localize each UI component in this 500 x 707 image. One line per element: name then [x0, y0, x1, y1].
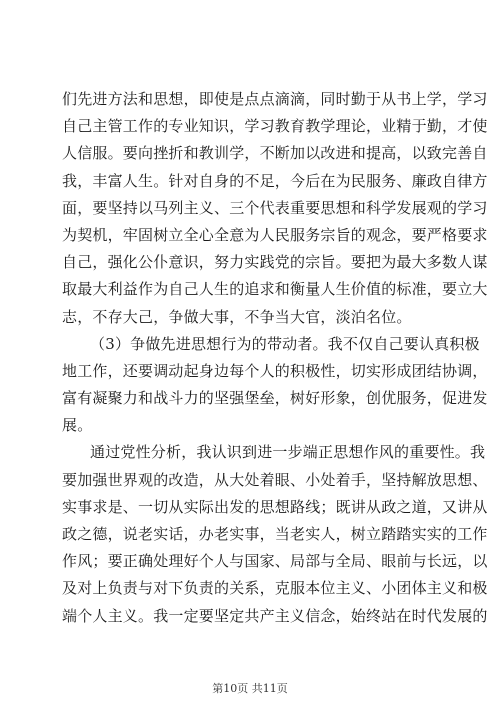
- document-body: [62, 86, 488, 630]
- text-line: 实事求是、一切从实际出发的思想路线；既讲从政之道，又讲从: [62, 497, 488, 516]
- text-line: 为契机，牢固树立全心全意为人民服务宗旨的观念，要严格要求: [62, 225, 488, 244]
- text-line: 地工作，还要调动起身边每个人的积极性，切实形成团结协调，: [62, 361, 488, 380]
- page-number-footer: 第10页 共11页: [212, 682, 288, 695]
- text-line: 要加强世界观的改造，从大处着眼、小处着手，坚持解放思想、: [62, 470, 488, 489]
- text-line: 及对上负责与对下负责的关系，克服本位主义、小团体主义和极: [62, 579, 488, 598]
- text-line: 取最大利益作为自己人生的追求和衡量人生价值的标准，要立大: [62, 280, 488, 299]
- text-line: 通过党性分析，我认识到进一步端正思想作风的重要性。我: [90, 443, 486, 462]
- text-line: 人信服。要向挫折和教训学，不断加以改进和提高，以致完善自: [62, 144, 488, 163]
- text-line: 自己，强化公仆意识，努力实践党的宗旨。要把为最大多数人谋: [62, 253, 488, 272]
- text-line: 端个人主义。我一定要坚定共产主义信念，始终站在时代发展的: [62, 606, 488, 625]
- text-line: 展。: [62, 416, 93, 435]
- text-line: 们先进方法和思想，即使是点点滴滴，同时勤于从书上学，学习: [62, 90, 488, 108]
- text-line: 自己主管工作的专业知识，学习教育教学理论，业精于勤，才使: [62, 117, 488, 136]
- text-line: （3）争做先进思想行为的带动者。我不仅自己要认真积极: [90, 334, 480, 353]
- paragraph-3: [62, 439, 488, 629]
- text-line: 志，不存大己，争做大事，不争当大官，淡泊名位。: [62, 307, 412, 326]
- paragraph-1: [62, 86, 488, 331]
- text-line: 面，要坚持以马列主义、三个代表重要思想和科学发展观的学习: [62, 198, 488, 217]
- text-line: 富有凝聚力和战斗力的坚强堡垒，树好形象，创优服务，促进发: [62, 389, 488, 408]
- text-line: 作风；要正确处理好个人与国家、局部与全局、眼前与长远，以: [62, 552, 488, 571]
- text-line: 政之德，说老实话，办老实事，当老实人，树立踏踏实实的工作: [62, 525, 488, 543]
- paragraph-2: [62, 331, 488, 440]
- text-line: 我，丰富人生。针对自身的不足，今后在为民服务、廉政自律方: [62, 171, 488, 190]
